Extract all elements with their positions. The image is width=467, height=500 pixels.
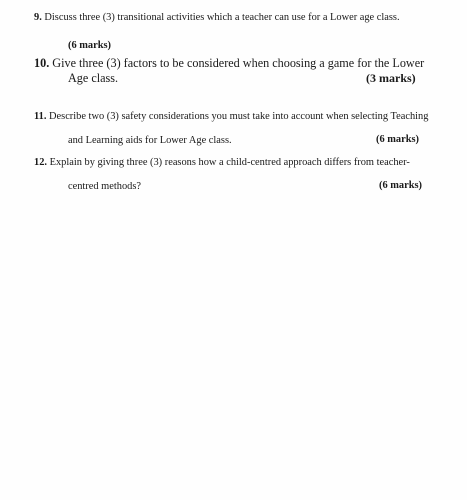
question-number: 11.: [34, 111, 47, 122]
question-text: Give three (3) factors to be considered when choosing a game for the Lower: [52, 56, 425, 70]
question-11-line-2: and Learning aids for Lower Age class.: [68, 135, 232, 146]
question-12-marks: (6 marks): [379, 180, 422, 191]
question-text: Describe two (3) safety considerations you must take into account when selecting Teaching: [49, 111, 429, 122]
question-10-marks: (3 marks): [366, 71, 416, 85]
question-9-marks: (6 marks): [68, 40, 111, 51]
question-number: 10.: [34, 56, 50, 70]
question-12-line-2: centred methods?: [68, 181, 141, 192]
question-11-marks: (6 marks): [376, 134, 419, 145]
question-9-line-1: [34, 12, 400, 23]
question-10-line-2: Age class.: [68, 71, 119, 85]
question-12-line-1: [34, 157, 410, 168]
question-10-line-1: [34, 56, 424, 71]
question-text: Explain by giving three (3) reasons how a child-centred approach differs from teacher-: [49, 157, 410, 168]
question-number: 9.: [34, 12, 42, 23]
question-11-line-1: [34, 111, 428, 122]
question-text: Discuss three (3) transitional activities which a teacher can use for a Lower age class.: [44, 12, 400, 23]
question-number: 12.: [34, 157, 47, 168]
